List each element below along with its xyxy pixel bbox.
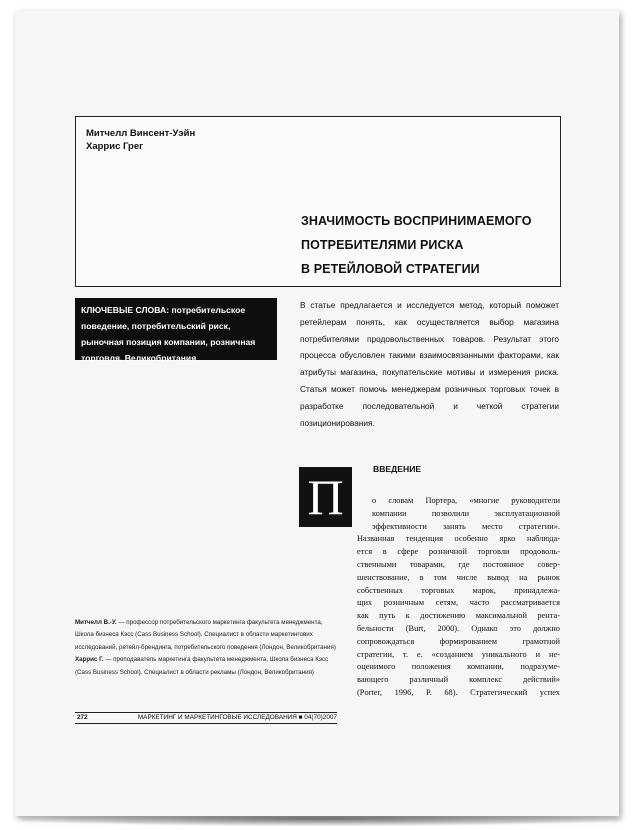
body-line: Названная тенденция особенно ярко наблюда-	[357, 534, 560, 544]
author-name: Митчелл Винсент-Уэйн	[86, 128, 196, 139]
section-heading-introduction: ВВЕДЕНИЕ	[373, 464, 422, 474]
body-line: бельности (Burt, 2000). Однако это должно	[357, 623, 560, 633]
body-line: ственными товарами, где постоянное совер-	[357, 559, 560, 569]
body-line: собственных торговых марок, принадлежа-	[357, 585, 560, 595]
author-note-text: — преподаватель маркетинга факультета менеджмента, Школа бизнеса Кэсс (Cass Business School). Специалист в области рекламы (Лондон, Великобритания)	[75, 656, 329, 676]
body-line: вающего различный комплекс действий»	[357, 675, 560, 685]
article-title	[301, 209, 532, 281]
article-abstract: В статье предлагается и исследуется метод, который поможет ретейлерам понять, как осуществляется выбор магазина потребителями продовольственных товаров. Результат этого процесса обусловлен такими взаимосвязанными факторами, как атрибуты магазина, покупательские мотивы и измерения риска. Статья может помочь менеджерам розничных торговых точек в разработке последовательной и четкой стратегии позиционирования.	[300, 300, 559, 428]
body-line: щих розничным сетям, часто рассматривается	[357, 598, 560, 608]
body-line: шенствование, в том числе вывод на рынок	[357, 572, 560, 582]
title-line: ПОТРЕБИТЕЛЯМИ РИСКА	[301, 238, 464, 252]
body-line: ется в сфере розничной торговли продоволь-	[357, 547, 560, 557]
author-note-name: Харрис Г.	[75, 656, 104, 664]
body-line: эффективности занять место стратегии».	[372, 521, 560, 531]
title-line: ЗНАЧИМОСТЬ ВОСПРИНИМАЕМОГО	[301, 214, 532, 228]
page-number: 272	[77, 714, 88, 721]
author-note-name: Митчелл В.-У.	[75, 619, 117, 626]
keywords-box	[75, 298, 277, 363]
drop-cap: П	[299, 467, 352, 527]
body-line: сопровождаться формированием грамотной	[357, 636, 560, 646]
author-name: Харрис Грег	[86, 141, 144, 152]
body-line: как путь к достижению максимальной рента-	[357, 611, 560, 621]
author-note-text: — профессор потребительского маркетинга факультета менеджмента, Школа бизнеса Кэсс (Cass Business School). Специалист в области маркетингових исследований, ретейл-брендинга, потребительского поведения (Лондон, Великобритания)	[75, 619, 336, 651]
journal-name: МАРКЕТИНГ И МАРКЕТИНГОВЫЕ ИССЛЕДОВАНИЯ ■ 04(70)2007	[137, 714, 337, 721]
keywords-text: потребительское поведение, потребительский риск, рыночная позиция компании, розничная торговля, Великобритания	[81, 305, 256, 363]
body-text	[357, 495, 560, 700]
page-footer	[75, 712, 337, 724]
body-line: стратегии, т. е. «созданием уникального и не-	[357, 649, 560, 659]
author-note	[75, 654, 337, 679]
document-page	[15, 10, 619, 816]
article-header-box	[75, 116, 561, 287]
author-notes	[75, 617, 337, 679]
body-line: оценимого положения компании, подразуме-	[357, 662, 560, 672]
body-line: компании позволили эксплуатационной	[372, 508, 560, 518]
keywords-label: КЛЮЧЕВЫЕ СЛОВА:	[81, 305, 170, 315]
body-line: о словам Портера, «многие руководители	[372, 496, 560, 505]
body-line: (Porter, 1996, P. 68). Стратегический успех	[357, 687, 560, 697]
author-note	[75, 617, 337, 654]
title-line: В РЕТЕЙЛОВОЙ СТРАТЕГИИ	[301, 262, 480, 276]
author-list	[86, 127, 195, 153]
